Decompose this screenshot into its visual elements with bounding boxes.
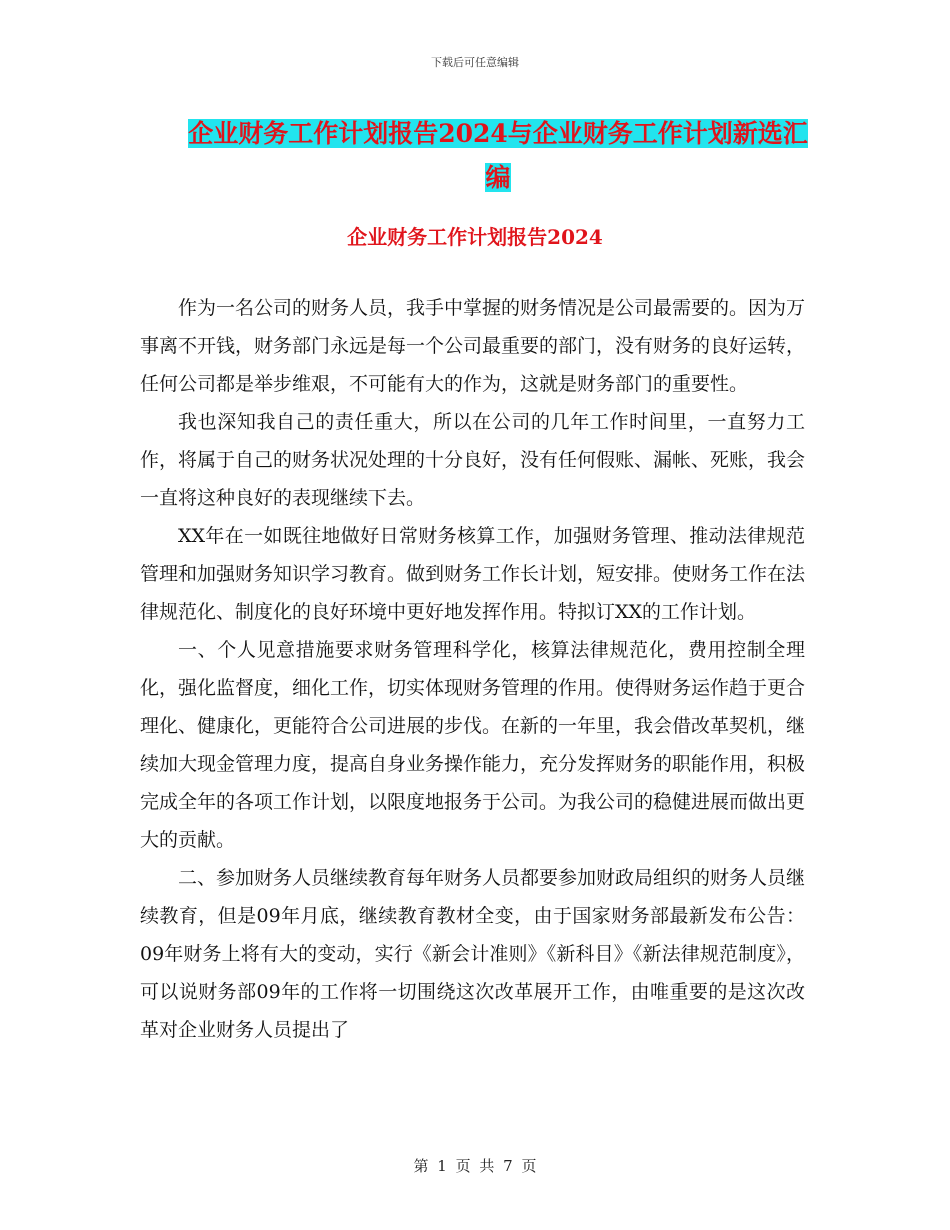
paragraph: 一、个人见意措施要求财务管理科学化，核算法律规范化，费用控制全理化，强化监督度，细化工作，切实体现财务管理的作用。使得财务运作趋于更合理化、健康化，更能符合公司进展的步伐。在新的一年里，我会借改革契机，继续加大现金管理力度，提高自身业务操作能力，充分发挥财务的职能作用，积极完成全年的各项工作计划，以限度地报务于公司。为我公司的稳健进展而做出更大的贡献。 bbox=[140, 639, 806, 851]
paragraph: 二、参加财务人员继续教育每年财务人员都要参加财政局组织的财务人员继续教育，但是09年月底，继续教育教材全变，由于国家财务部最新发布公告：09年财务上将有大的变动，实行《新会计准则》《新科目》《新法律规范制度》，可以说财务部09年的工作将一切围绕这次改革展开工作，由唯重要的是这次改革对企业财务人员提出了 bbox=[140, 867, 806, 1041]
document-title bbox=[188, 112, 808, 200]
document-body bbox=[140, 289, 805, 1049]
header-note: 下载后可任意编辑 bbox=[431, 56, 519, 69]
page-footer: 第 1 页 共 7 页 bbox=[413, 1157, 537, 1175]
paragraph: 我也深知我自己的责任重大，所以在公司的几年工作时间里，一直努力工作，将属于自己的财务状况处理的十分良好，没有任何假账、漏帐、死账，我会一直将这种良好的表现继续下去。 bbox=[140, 411, 806, 509]
paragraph: XX年在一如既往地做好日常财务核算工作，加强财务管理、推动法律规范管理和加强财务知识学习教育。做到财务工作长计划，短安排。使财务工作在法律规范化、制度化的良好环境中更好地发挥作用。特拟订XX的工作计划。 bbox=[140, 525, 806, 623]
document-title-text: 企业财务工作计划报告2024与企业财务工作计划新选汇编 bbox=[188, 119, 808, 192]
section-title: 企业财务工作计划报告2024 bbox=[347, 225, 603, 249]
paragraph: 作为一名公司的财务人员，我手中掌握的财务情况是公司最需要的。因为万事离不开钱，财务部门永远是每一个公司最重要的部门，没有财务的良好运转，任何公司都是举步维艰，不可能有大的作为，这就是财务部门的重要性。 bbox=[140, 297, 806, 395]
